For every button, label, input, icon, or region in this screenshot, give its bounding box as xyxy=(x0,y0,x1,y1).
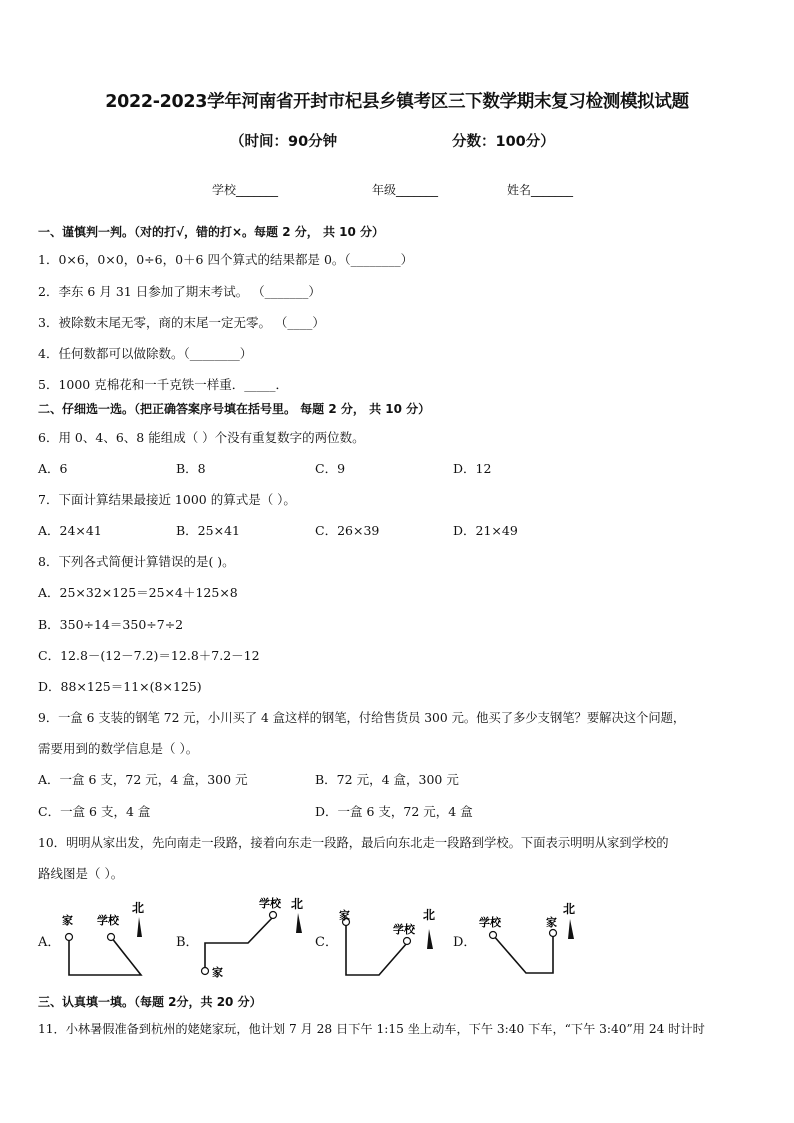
question-4: 4．任何数都可以做除数。（________） xyxy=(38,346,253,361)
q9-option-d[interactable]: D．一盒 6 支，72 元，4 盒 xyxy=(315,804,473,819)
north-label: 北 xyxy=(132,901,145,915)
route-d-label: D． xyxy=(453,935,477,950)
q7-option-b[interactable]: B．25×41 xyxy=(176,523,240,538)
grade-field[interactable]: 年级_______ xyxy=(372,183,439,197)
q7-option-d[interactable]: D．21×49 xyxy=(453,523,518,538)
section-1-heading: 一、谨慎判一判。（对的打√，错的打×。每题 2 分， 共 10 分） xyxy=(38,225,384,239)
home-label: 家 xyxy=(339,909,350,922)
home-label: 家 xyxy=(212,966,223,979)
exam-meta xyxy=(230,130,555,151)
home-marker xyxy=(202,968,209,975)
question-10-line-2: 路线图是（ ）。 xyxy=(38,866,124,881)
north-label: 北 xyxy=(291,897,304,911)
route-b-label: B． xyxy=(176,935,199,950)
question-10-line-1: 10．明明从家出发，先向南走一段路，接着向东走一段路，最后向东北走一段路到学校。下面表示明明从家到学校的 xyxy=(38,836,669,850)
q7-option-c[interactable]: C．26×39 xyxy=(315,523,380,538)
q7-option-a[interactable]: A．24×41 xyxy=(38,523,102,538)
school-field[interactable]: 学校_______ xyxy=(212,183,279,197)
q9-option-b[interactable]: B．72 元，4 盒，300 元 xyxy=(315,772,459,787)
north-arrow-icon xyxy=(296,913,302,933)
q9-option-a[interactable]: A．一盒 6 支，72 元，4 盒，300 元 xyxy=(38,772,248,787)
question-7: 7．下面计算结果最接近 1000 的算式是（ ）。 xyxy=(38,492,296,507)
question-5: 5．1000 克棉花和一千克铁一样重．_____． xyxy=(38,377,288,392)
school-marker xyxy=(108,934,115,941)
north-label: 北 xyxy=(423,908,436,922)
school-label: 学校 xyxy=(97,914,119,927)
school-label: 学校 xyxy=(259,897,281,910)
exam-time: （时间：90分钟 xyxy=(230,134,338,150)
question-2: 2．李东 6 月 31 日参加了期末考试。 （_______） xyxy=(38,284,321,299)
home-label: 家 xyxy=(62,914,73,927)
question-9-line-1: 9．一盒 6 支装的钢笔 72 元，小川买了 4 盒这样的钢笔，付给售货员 300 元。他买了多少支钢笔？要解决这个问题， xyxy=(38,711,686,725)
q8-option-c[interactable]: C．12.8－(12－7.2)＝12.8＋7.2－12 xyxy=(38,648,260,663)
q6-option-b[interactable]: B．8 xyxy=(176,461,206,476)
route-a-map xyxy=(38,895,168,985)
school-marker xyxy=(490,932,497,939)
home-marker xyxy=(550,930,557,937)
page-title: 2022-2023学年河南省开封市杞县乡镇考区三下数学期末复习检测模拟试题 xyxy=(105,92,689,112)
section-3-heading: 三、认真填一填。（每题 2分，共 20 分） xyxy=(38,995,262,1009)
q9-option-c[interactable]: C．一盒 6 支，4 盒 xyxy=(38,804,151,819)
q8-option-d[interactable]: D．88×125＝11×(8×125) xyxy=(38,679,202,694)
question-8: 8．下列各式简便计算错误的是( )。 xyxy=(38,554,235,569)
section-2-heading: 二、仔细选一选。（把正确答案序号填在括号里。 每题 2 分， 共 10 分） xyxy=(38,402,431,416)
home-marker xyxy=(66,934,73,941)
route-option-c[interactable] xyxy=(315,895,450,985)
home-label: 家 xyxy=(546,916,557,929)
school-marker xyxy=(270,912,277,919)
school-label: 学校 xyxy=(393,923,415,936)
route-option-b[interactable] xyxy=(176,895,311,985)
name-field[interactable]: 姓名_______ xyxy=(507,183,574,197)
school-marker xyxy=(404,938,411,945)
route-d-map xyxy=(453,895,593,985)
route-b-map xyxy=(176,895,311,985)
question-9-line-2: 需要用到的数学信息是（ ）。 xyxy=(38,741,199,756)
north-label: 北 xyxy=(563,902,576,916)
question-1: 1．0×6，0×0，0÷6，0＋6 四个算式的结果都是 0。（________） xyxy=(38,252,414,267)
route-c-label: C． xyxy=(315,935,338,950)
question-11: 11．小林暑假准备到杭州的姥姥家玩，他计划 7 月 28 日下午 1:15 坐上动车，下午 3:40 下车，“下午 3:40”用 24 时计时 xyxy=(38,1022,705,1036)
route-option-a[interactable] xyxy=(38,895,168,985)
exam-score: 分数：100分） xyxy=(452,134,555,150)
q6-option-c[interactable]: C．9 xyxy=(315,461,346,476)
north-arrow-icon xyxy=(137,917,142,937)
route-option-d[interactable] xyxy=(453,895,593,985)
school-label: 学校 xyxy=(479,916,501,929)
q6-option-a[interactable]: A．6 xyxy=(38,461,68,476)
question-6: 6．用 0、4、6、8 能组成（ ）个没有重复数字的两位数。 xyxy=(38,430,365,445)
q8-option-b[interactable]: B．350÷14＝350÷7÷2 xyxy=(38,617,184,632)
route-c-map xyxy=(315,895,450,985)
north-arrow-icon xyxy=(427,929,433,949)
route-a-label: A． xyxy=(38,935,61,950)
question-3: 3．被除数末尾无零，商的末尾一定无零。 （____） xyxy=(38,315,325,330)
north-arrow-icon xyxy=(568,919,574,939)
q8-option-a[interactable]: A．25×32×125＝25×4＋125×8 xyxy=(38,585,238,600)
q6-option-d[interactable]: D．12 xyxy=(453,461,492,476)
